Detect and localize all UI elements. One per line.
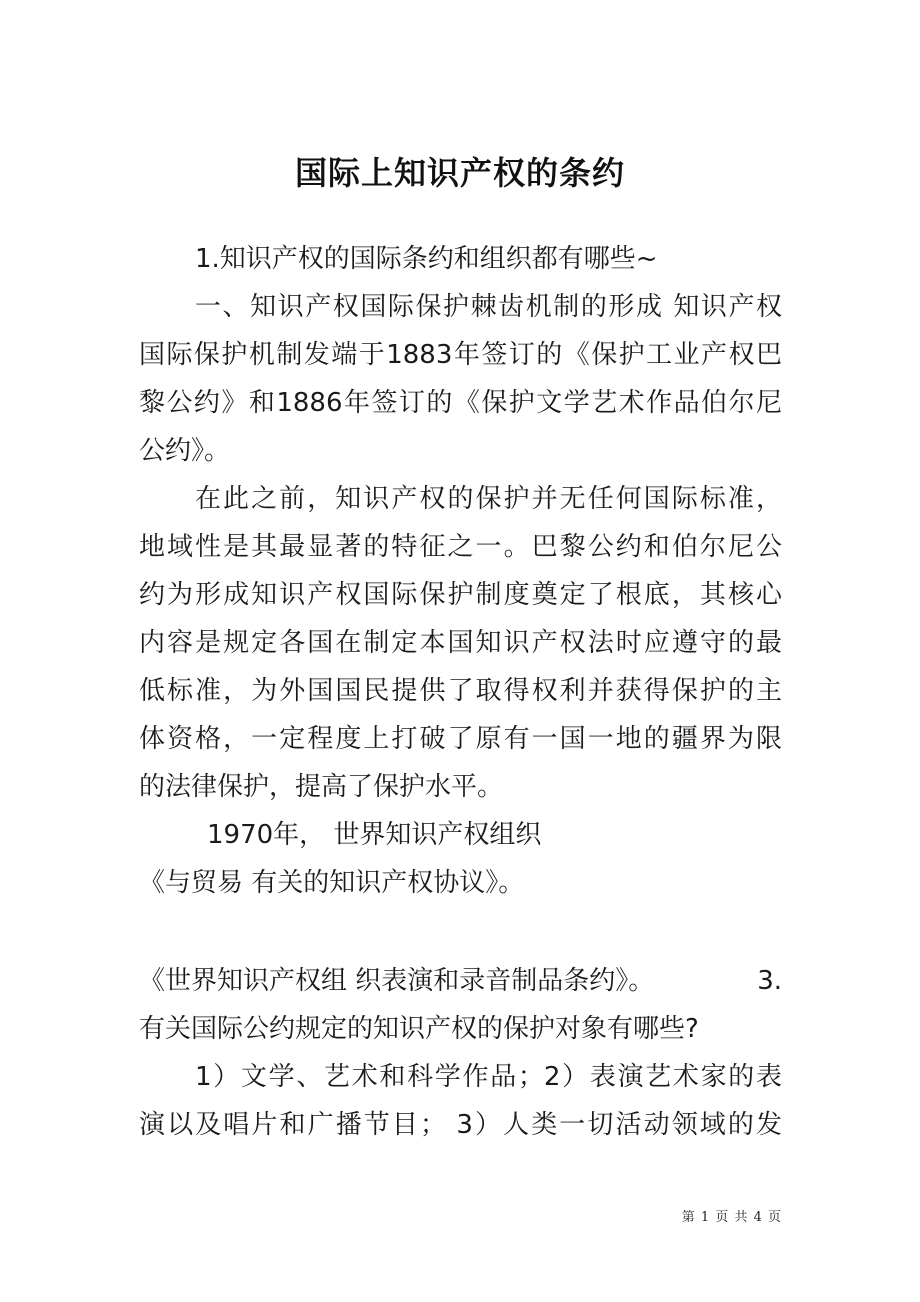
paragraph-line: 公约》。: [139, 436, 231, 466]
paragraph-line: 1970年， 世界知识产权组织: [207, 820, 542, 850]
paragraph-line: 1.知识产权的国际条约和组织都有哪些~: [195, 244, 658, 274]
section-number: 3.: [757, 966, 782, 996]
paragraph-line: 《世界知识产权组 织表演和录音制品条约》。: [139, 966, 655, 996]
page-number-footer: 第 1 页 共 4 页: [681, 1210, 782, 1225]
paragraph-line: 体资格，一定程度上打破了原有一国一地的疆界为限: [139, 724, 782, 754]
paragraph-line: 黎公约》和1886年签订的《保护文学艺术作品伯尔尼: [139, 388, 782, 418]
paragraph-line: 地域性是其最显著的特征之一。巴黎公约和伯尔尼公: [139, 532, 782, 562]
paragraph-line: 内容是规定各国在制定本国知识产权法时应遵守的最: [139, 628, 782, 658]
document-title: 国际上知识产权的条约: [294, 154, 625, 193]
paragraph-line: 低标准，为外国国民提供了取得权利并获得保护的主: [139, 676, 782, 706]
paragraph-line: 一、知识产权国际保护棘齿机制的形成 知识产权: [195, 292, 782, 322]
paragraph-line: 1）文学、艺术和科学作品；2）表演艺术家的表: [195, 1062, 782, 1092]
paragraph-line: 的法律保护，提高了保护水平。: [139, 772, 504, 802]
paragraph-line: 《与贸易 有关的知识产权协议》。: [139, 868, 525, 898]
paragraph-line: 在此之前，知识产权的保护并无任何国际标准，: [195, 484, 782, 514]
paragraph-line: 国际保护机制发端于1883年签订的《保护工业产权巴: [139, 340, 782, 370]
paragraph-line: 有关国际公约规定的知识产权的保护对象有哪些?: [139, 1014, 699, 1044]
paragraph-line: 约为形成知识产权国际保护制度奠定了根底，其核心: [139, 580, 782, 610]
paragraph-line: 演以及唱片和广播节目； 3）人类一切活动领域的发: [139, 1110, 782, 1140]
